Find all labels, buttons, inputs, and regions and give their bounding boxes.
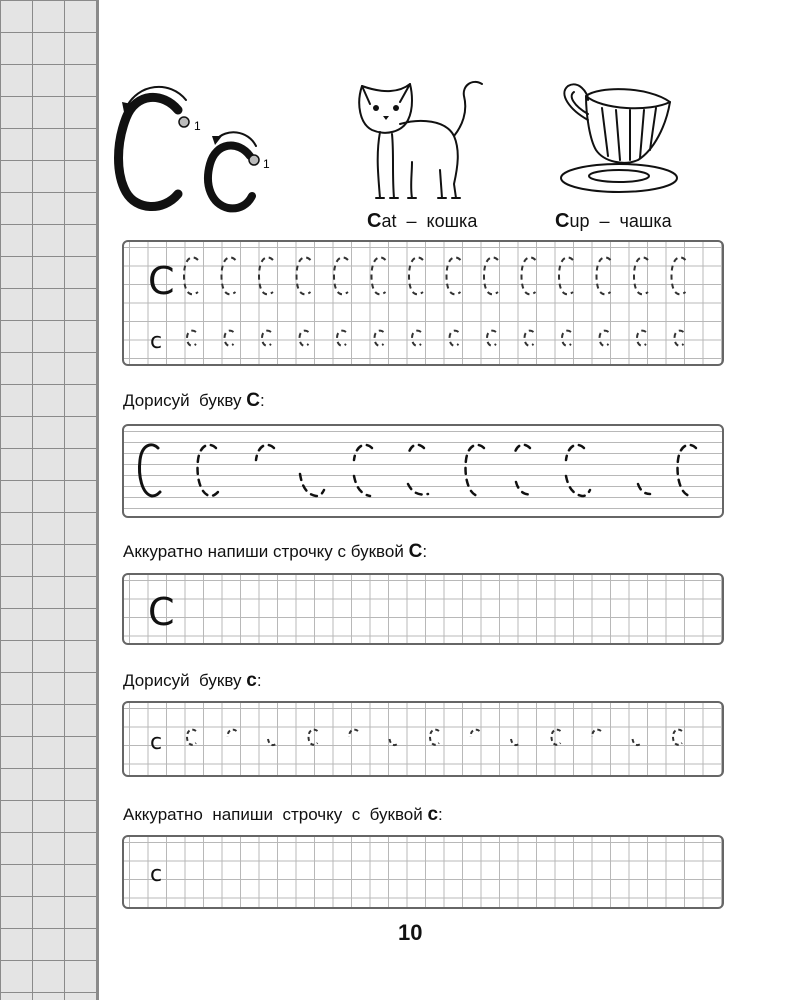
traced-upper-c <box>634 257 648 294</box>
traced-lower-c <box>637 331 646 346</box>
traced-upper-c <box>222 257 236 294</box>
partial-lower-c <box>673 730 682 745</box>
traced-upper-c <box>372 257 386 294</box>
big-letter-pair <box>108 78 283 228</box>
page-number: 10 <box>398 920 423 945</box>
instruction-2-text: Аккуратно напиши строчку с буквой <box>123 542 409 561</box>
instruction-1-letter: C <box>246 390 260 411</box>
traced-lower-c <box>187 331 196 346</box>
caption-cup-translation: чашка <box>619 211 672 231</box>
traced-lower-c <box>487 331 496 346</box>
partial-lower-c <box>268 739 277 745</box>
cup-illustration <box>558 80 680 200</box>
traced-upper-c <box>597 257 611 294</box>
partial-letter-group <box>187 730 682 745</box>
traced-lower-c <box>337 331 346 346</box>
caption-cup-word: up <box>569 211 590 231</box>
instruction-2-suffix: : <box>422 542 428 561</box>
tracing-grid-1[interactable] <box>122 240 724 366</box>
caption-cat-bold: C <box>367 210 382 232</box>
model-upper-c: C <box>148 259 175 303</box>
instruction-1-text: Дорисуй букву <box>123 391 247 410</box>
traced-upper-c <box>334 257 348 294</box>
stroke-number-upper: 1 <box>194 119 201 133</box>
caption-cup-dash: – <box>599 211 610 231</box>
instruction-2-letter: C <box>408 541 423 562</box>
traced-lower-c <box>675 331 684 346</box>
traced-lower-c <box>600 331 609 346</box>
traced-upper-c <box>672 257 686 294</box>
instruction-3-letter: c <box>246 670 257 691</box>
caption-cat-dash: – <box>406 211 417 231</box>
caption-cup <box>555 210 672 233</box>
writing-grid-lower[interactable] <box>122 835 724 909</box>
completion-lines-1[interactable] <box>122 424 724 518</box>
partial-lower-c <box>471 730 480 737</box>
partial-lower-c <box>309 730 318 745</box>
instruction-2 <box>123 541 427 563</box>
traced-upper-c <box>447 257 461 294</box>
partial-lower-c <box>633 739 642 745</box>
instruction-4-text: Аккуратно напиши строчку с буквой <box>123 805 428 824</box>
completion-grid-lower[interactable] <box>122 701 724 777</box>
caption-cat-word: at <box>381 211 397 231</box>
instruction-4-suffix: : <box>438 805 443 824</box>
traced-upper-c <box>559 257 573 294</box>
caption-cat-translation: кошка <box>426 211 478 231</box>
instruction-1-suffix: : <box>259 391 265 410</box>
partial-lower-c <box>349 730 358 737</box>
traced-upper-c <box>297 257 311 294</box>
instruction-1 <box>123 390 265 412</box>
traced-lower-c <box>300 331 309 346</box>
traced-upper-c <box>484 257 498 294</box>
traced-lower-c <box>525 331 534 346</box>
traced-upper-c <box>184 257 198 294</box>
instruction-3-text: Дорисуй букву <box>123 671 247 690</box>
writing-grid-upper[interactable] <box>122 573 724 645</box>
partial-lower-c <box>187 730 196 745</box>
partial-lower-c <box>228 730 237 737</box>
partial-lower-c <box>511 739 520 745</box>
instruction-4-letter: c <box>427 804 439 825</box>
instruction-4 <box>123 804 443 826</box>
caption-cup-bold: C <box>555 210 570 232</box>
margin-grid-strip <box>0 0 99 1000</box>
traced-upper-c <box>522 257 536 294</box>
traced-lower-c <box>412 331 421 346</box>
model-upper-c-row3: C <box>148 590 175 634</box>
traced-lower-c <box>562 331 571 346</box>
model-lower-c-row5: c <box>150 862 163 887</box>
traced-lower-c <box>375 331 384 346</box>
model-lower-c-row4: c <box>150 730 163 755</box>
caption-cat <box>367 210 477 233</box>
model-lower-c: c <box>150 329 163 354</box>
traced-lower-c <box>450 331 459 346</box>
traced-letter-group <box>184 257 686 345</box>
traced-upper-c <box>259 257 273 294</box>
stroke-number-lower: 1 <box>263 157 270 171</box>
traced-lower-c <box>262 331 271 346</box>
instruction-3 <box>123 670 262 692</box>
traced-upper-c <box>409 257 423 294</box>
partial-lower-c <box>390 739 399 745</box>
instruction-3-suffix: : <box>256 671 262 690</box>
partial-lower-c <box>592 730 601 737</box>
partial-lower-c <box>430 730 439 745</box>
traced-lower-c <box>225 331 234 346</box>
partial-lower-c <box>552 730 561 745</box>
cat-illustration <box>350 74 490 208</box>
